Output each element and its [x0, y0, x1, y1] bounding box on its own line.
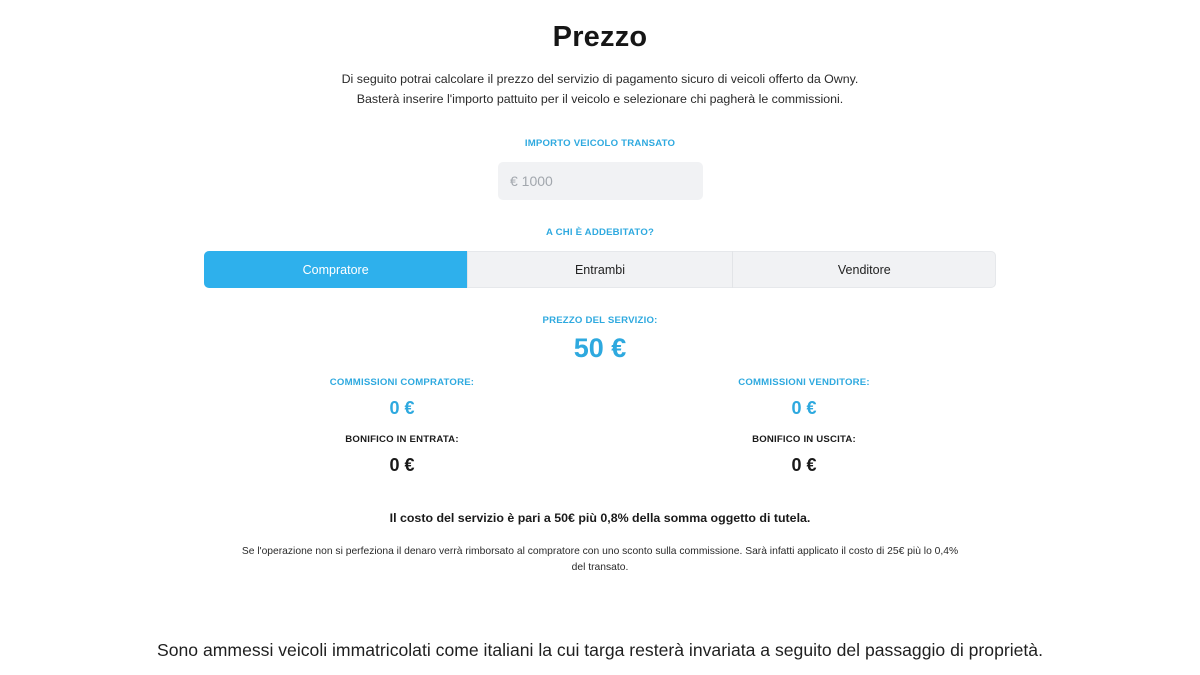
buyer-transfer-label: BONIFICO IN ENTRATA:	[345, 434, 459, 445]
charged-to-selector	[204, 251, 996, 288]
service-price-label: PREZZO DEL SERVIZIO:	[542, 315, 658, 326]
refund-note	[200, 544, 1000, 576]
charged-to-label: A CHI È ADDEBITATO?	[545, 227, 655, 238]
seller-commission-value: 0 €	[791, 398, 817, 418]
option-entrambi[interactable]: Entrambi	[467, 251, 731, 288]
refund-note-line-1: Se l'operazione non si perfeziona il denaro verrà rimborsato al compratore con uno sconto sulla commissione. Sarà infatti applicato il costo di 25€ più lo 0,4%	[241, 546, 959, 557]
amount-input[interactable]	[498, 162, 703, 200]
buyer-commission-label: COMMISSIONI COMPRATORE:	[329, 377, 475, 388]
option-venditore[interactable]: Venditore	[732, 251, 996, 288]
intro-text	[0, 69, 1200, 109]
seller-commission-label: COMMISSIONI VENDITORE:	[738, 377, 870, 388]
service-cost-note: Il costo del servizio è pari a 50€ più 0,8% della somma oggetto di tutela.	[389, 511, 811, 525]
intro-line-2: Basterà inserire l'importo pattuito per il veicolo e selezionare chi pagherà le commissioni.	[356, 92, 844, 106]
seller-transfer-value: 0 €	[791, 455, 817, 475]
service-price-value: 50 €	[573, 333, 627, 363]
amount-label: IMPORTO VEICOLO TRANSATO	[524, 138, 676, 149]
eligibility-note: Sono ammessi veicoli immatricolati come italiani la cui targa resterà invariata a seguito del passaggio di proprietà.	[157, 640, 1043, 660]
option-compratore[interactable]: Compratore	[204, 251, 467, 288]
buyer-commission-value: 0 €	[389, 398, 415, 418]
seller-transfer-label: BONIFICO IN USCITA:	[752, 434, 856, 445]
intro-line-1: Di seguito potrai calcolare il prezzo del servizio di pagamento sicuro di veicoli offerto da Owny.	[341, 72, 859, 86]
page-title: Prezzo	[552, 21, 648, 54]
refund-note-line-2: del transato.	[571, 562, 629, 573]
buyer-transfer-value: 0 €	[389, 455, 415, 475]
